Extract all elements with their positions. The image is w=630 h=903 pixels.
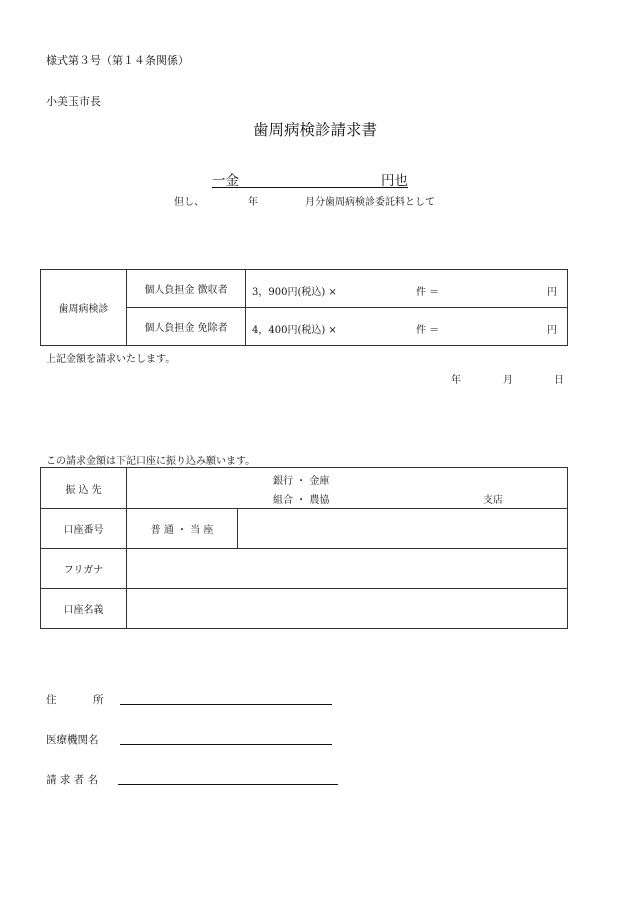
fee-price-1: 3，900円(税込) × [252, 287, 337, 298]
fee-unit-2: 円 [547, 325, 557, 336]
amount-prefix: 一金 [212, 173, 239, 189]
address-label-1: 住 [46, 694, 57, 706]
account-type[interactable]: 普 通 ・ 当 座 [127, 509, 238, 549]
fee-unit-1: 円 [547, 287, 557, 298]
amount-suffix: 円也 [381, 173, 408, 189]
fee-category: 歯周病検診 [41, 270, 127, 346]
fee-price-2: 4，400円(税込) × [252, 325, 337, 336]
fee-calc-2 [246, 308, 568, 346]
institution-line[interactable] [120, 744, 332, 745]
address-line[interactable] [120, 704, 332, 705]
address-label-2: 所 [93, 694, 104, 706]
fee-count-1: 件 ＝ [416, 287, 440, 298]
fee-calc-1 [246, 270, 568, 308]
request-statement: 上記金額を請求いたします。 [46, 354, 176, 365]
tadashi-label: 但し、 [174, 197, 204, 208]
requester-label: 請 求 者 名 [46, 774, 99, 786]
addressee: 小美玉市長 [46, 95, 101, 108]
bank-options-2: 組合 ・ 農協 [273, 495, 330, 506]
fee-table [40, 269, 568, 346]
requester-line[interactable] [118, 784, 338, 785]
furigana-field[interactable] [127, 549, 568, 589]
account-number-field[interactable] [238, 509, 568, 549]
destination-label: 振 込 先 [41, 468, 127, 509]
form-number: 様式第３号（第１４条関係） [46, 54, 189, 67]
amount-line [212, 169, 408, 188]
furigana-label: フリガナ [41, 549, 127, 589]
document-title: 歯周病検診請求書 [252, 121, 377, 139]
transfer-note: この請求金額は下記口座に振り込み願います。 [46, 456, 256, 467]
institution-label: 医療機関名 [46, 734, 99, 746]
date-day: 日 [554, 375, 564, 386]
bank-options-1: 銀行 ・ 金庫 [273, 476, 330, 487]
account-number-label: 口座番号 [41, 509, 127, 549]
account-name-field[interactable] [127, 589, 568, 629]
account-name-label: 口座名義 [41, 589, 127, 629]
tadashi-description: 月分歯周病検診委託料として [305, 197, 435, 208]
fee-type-1: 個人負担金 徴収者 [127, 270, 246, 308]
tadashi-year: 年 [248, 197, 258, 208]
branch-label: 支店 [483, 495, 503, 506]
fee-count-2: 件 ＝ [416, 325, 440, 336]
date-year: 年 [451, 375, 461, 386]
bank-table [40, 467, 568, 629]
date-month: 月 [503, 375, 513, 386]
destination-field[interactable] [127, 468, 568, 509]
fee-type-2: 個人負担金 免除者 [127, 308, 246, 346]
